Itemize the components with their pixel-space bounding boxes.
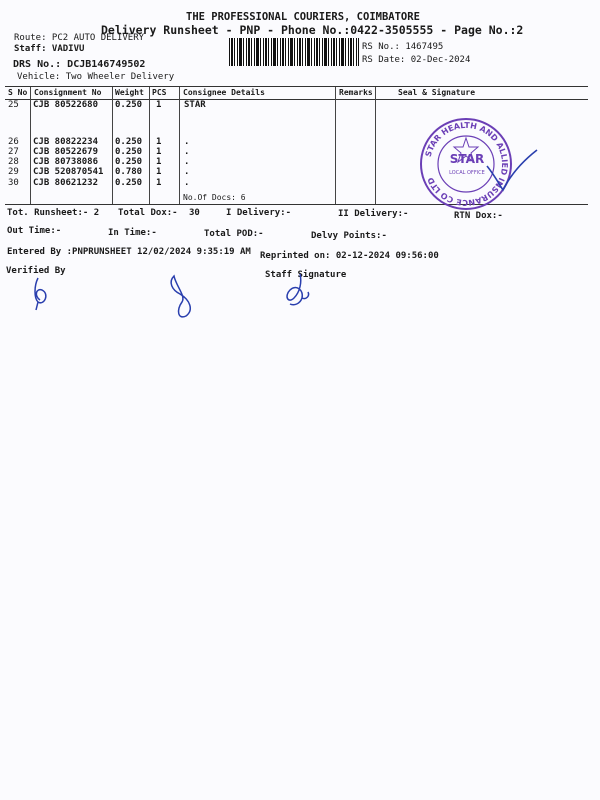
col-header-weight: Weight bbox=[115, 88, 144, 97]
ii-delivery: II Delivery:- bbox=[338, 209, 409, 219]
row-weight: 0.250 bbox=[115, 137, 143, 147]
row-sno: 29 bbox=[8, 167, 19, 177]
tot-runsheet: Tot. Runsheet:- 2 bbox=[7, 208, 100, 218]
row-consignee: STAR bbox=[184, 100, 206, 110]
row-sno: 25 bbox=[8, 100, 19, 110]
row-consignee: . bbox=[184, 178, 190, 188]
row-consignment: CJB 80621232 bbox=[33, 178, 99, 188]
row-weight: 0.250 bbox=[115, 157, 143, 167]
col-header-consignment: Consignment No bbox=[34, 88, 102, 97]
i-delivery: I Delivery:- bbox=[226, 208, 292, 218]
docs-count: No.Of Docs: 6 bbox=[183, 193, 246, 202]
total-dox-label: Total Dox:- bbox=[118, 208, 178, 218]
table-row bbox=[0, 100, 600, 110]
staff-label: Staff: VADIVU bbox=[14, 44, 85, 54]
row-consignee: . bbox=[184, 137, 190, 147]
col-header-sno: S No bbox=[8, 88, 28, 97]
row-consignee: . bbox=[184, 167, 190, 177]
row-pcs: 1 bbox=[156, 137, 162, 147]
vehicle-label: Vehicle: Two Wheeler Delivery bbox=[17, 72, 175, 82]
row-consignment: CJB 80522680 bbox=[33, 100, 99, 110]
reprinted-on: Reprinted on: 02-12-2024 09:56:00 bbox=[260, 251, 439, 261]
row-pcs: 1 bbox=[156, 167, 162, 177]
row-pcs: 1 bbox=[156, 100, 162, 110]
barcode-image bbox=[229, 38, 359, 66]
col-header-consignee: Consignee Details bbox=[183, 88, 265, 97]
row-weight: 0.250 bbox=[115, 100, 143, 110]
row-consignment: CJB 80822234 bbox=[33, 137, 99, 147]
row-weight: 0.250 bbox=[115, 178, 143, 188]
stamp-ring-text: STAR HEALTH AND ALLIED INSURANCE CO LTD bbox=[423, 120, 510, 208]
stamp-sub-text: LOCAL OFFICE bbox=[449, 170, 485, 176]
company-name: THE PROFESSIONAL COURIERS, COIMBATORE bbox=[186, 11, 420, 23]
delvy-points: Delvy Points:- bbox=[311, 231, 387, 241]
verified-by-label: Verified By bbox=[6, 266, 66, 276]
rs-date: RS Date: 02-Dec-2024 bbox=[362, 55, 471, 65]
stamp-center-text: STAR bbox=[449, 152, 485, 166]
row-pcs: 1 bbox=[156, 157, 162, 167]
drs-number: DRS No.: DCJB146749502 bbox=[13, 59, 146, 70]
middle-signature bbox=[166, 272, 206, 322]
col-header-seal-signature: Seal & Signature bbox=[398, 88, 476, 97]
row-sno: 26 bbox=[8, 137, 19, 147]
stamp-signature-mark bbox=[485, 148, 545, 198]
row-consignment: CJB 80738086 bbox=[33, 157, 99, 167]
total-dox-value: 30 bbox=[189, 208, 200, 218]
table-header-row bbox=[0, 88, 600, 98]
row-weight: 0.250 bbox=[115, 147, 143, 157]
in-time: In Time:- bbox=[108, 228, 157, 238]
rtn-dox: RTN Dox:- bbox=[454, 211, 503, 221]
out-time: Out Time:- bbox=[7, 226, 62, 236]
rs-number: RS No.: 1467495 bbox=[362, 42, 444, 52]
staff-signature-label: Staff Signature bbox=[265, 270, 347, 280]
total-pod: Total POD:- bbox=[204, 229, 264, 239]
col-header-pcs: PCS bbox=[152, 88, 167, 97]
entered-by: Entered By :PNPRUNSHEET 12/02/2024 9:35:19 AM bbox=[7, 247, 251, 257]
row-sno: 30 bbox=[8, 178, 19, 188]
row-consignee: . bbox=[184, 147, 190, 157]
row-consignee: . bbox=[184, 157, 190, 167]
staff-signature bbox=[280, 272, 320, 312]
row-pcs: 1 bbox=[156, 147, 162, 157]
verified-signature bbox=[28, 272, 68, 312]
row-pcs: 1 bbox=[156, 178, 162, 188]
row-sno: 28 bbox=[8, 157, 19, 167]
row-consignment: CJB 80522679 bbox=[33, 147, 99, 157]
row-sno: 27 bbox=[8, 147, 19, 157]
col-header-remarks: Remarks bbox=[339, 88, 373, 97]
table-top-border bbox=[5, 86, 588, 87]
row-consignment: CJB 520870541 bbox=[33, 167, 104, 177]
route-label: Route: PC2 AUTO DELIVERY bbox=[14, 33, 145, 43]
row-weight: 0.780 bbox=[115, 167, 143, 177]
runsheet-title: Delivery Runsheet - PNP - Phone No.:0422-3505555 - Page No.:2 bbox=[101, 23, 524, 37]
